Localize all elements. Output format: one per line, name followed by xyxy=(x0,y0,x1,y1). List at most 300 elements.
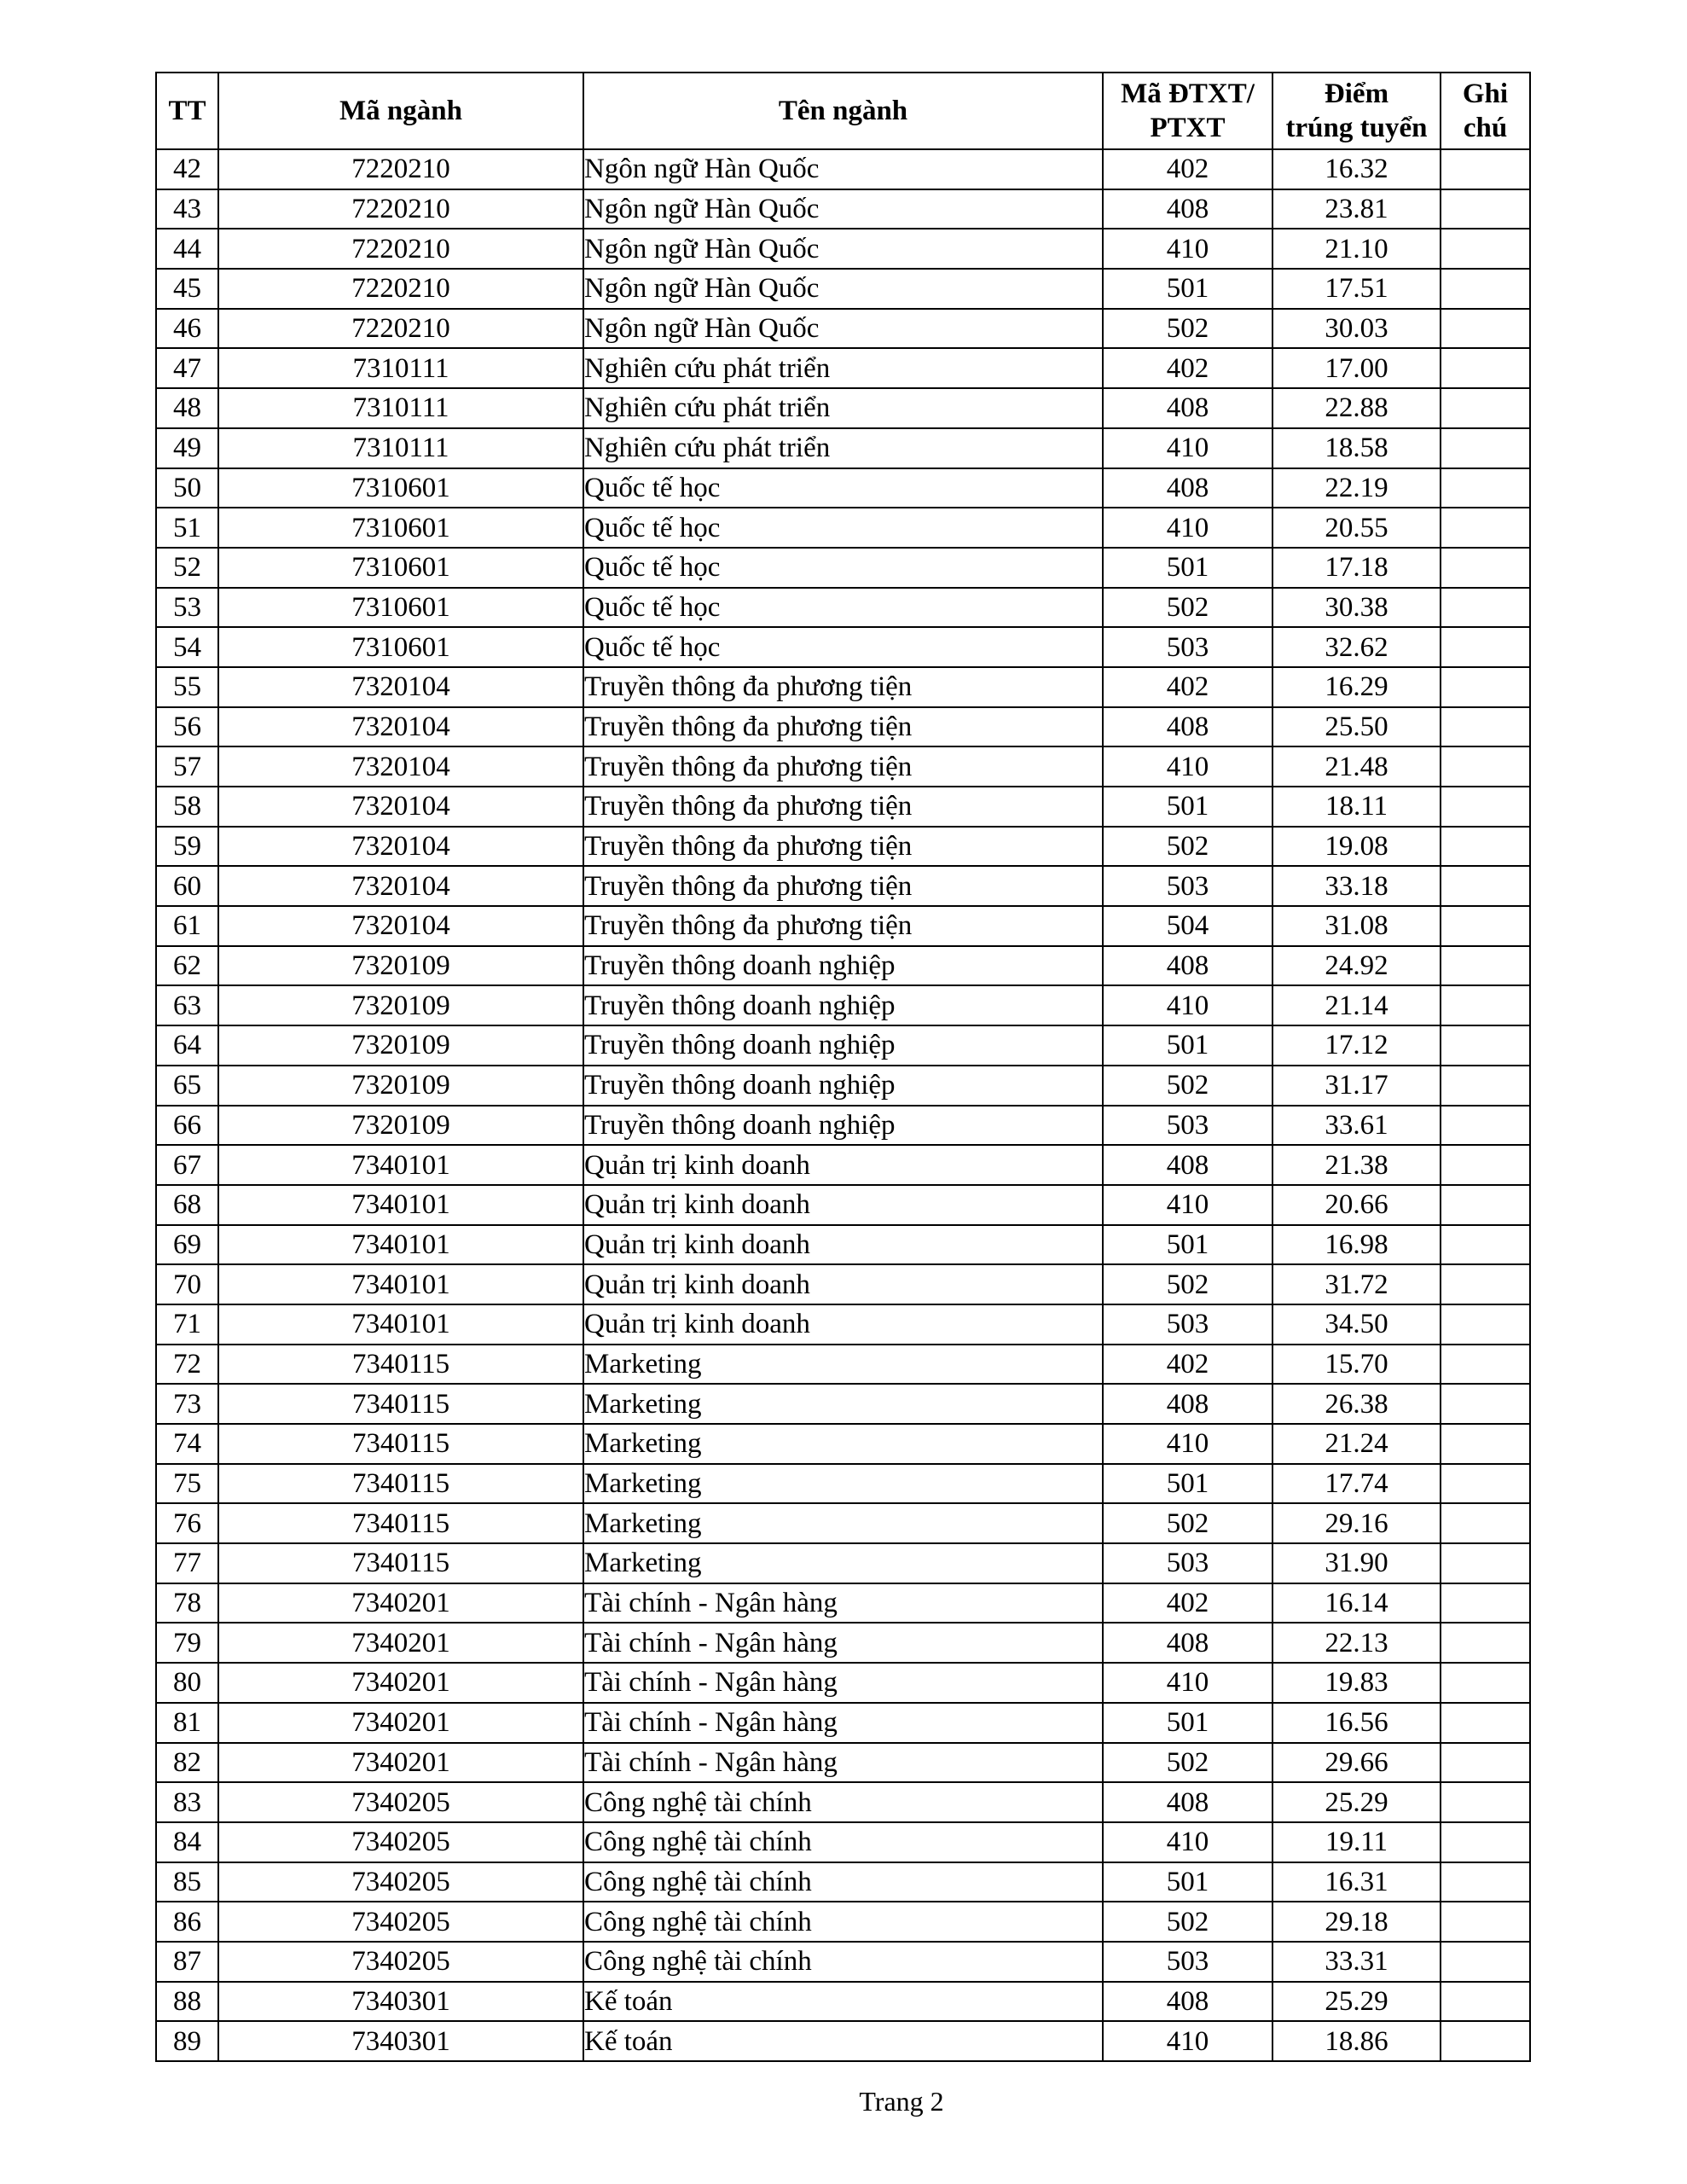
table-row xyxy=(156,1145,1530,1185)
cell-ghi-chu xyxy=(1441,1145,1530,1185)
cell-ghi-chu xyxy=(1441,1066,1530,1106)
cell-ghi-chu xyxy=(1441,707,1530,747)
cell-diem: 22.88 xyxy=(1272,388,1441,428)
table-row xyxy=(156,1623,1530,1663)
header-diem xyxy=(1272,73,1441,149)
cell-ghi-chu xyxy=(1441,946,1530,986)
cell-ma-nganh: 7340101 xyxy=(218,1304,583,1345)
cell-tt: 54 xyxy=(156,627,218,667)
table-row xyxy=(156,787,1530,827)
cell-ten-nganh: Nghiên cứu phát triển xyxy=(583,428,1103,468)
cell-ghi-chu xyxy=(1441,1942,1530,1982)
cell-ma-nganh: 7340101 xyxy=(218,1145,583,1185)
cell-ten-nganh: Kế toán xyxy=(583,1982,1103,2022)
table-row xyxy=(156,1663,1530,1703)
cell-ma-dtxt: 402 xyxy=(1103,1583,1272,1623)
cell-ma-dtxt: 408 xyxy=(1103,189,1272,229)
cell-ma-dtxt: 408 xyxy=(1103,1384,1272,1424)
table-row xyxy=(156,667,1530,707)
cell-ten-nganh: Quốc tế học xyxy=(583,588,1103,628)
table-body xyxy=(156,149,1530,2061)
cell-ghi-chu xyxy=(1441,1822,1530,1862)
cell-ma-nganh: 7340205 xyxy=(218,1902,583,1942)
table-row xyxy=(156,189,1530,229)
cell-tt: 49 xyxy=(156,428,218,468)
cell-tt: 45 xyxy=(156,269,218,309)
table-row xyxy=(156,1264,1530,1304)
cell-tt: 48 xyxy=(156,388,218,428)
header-diem-line1: Điểm xyxy=(1324,78,1389,109)
cell-ma-nganh: 7340205 xyxy=(218,1782,583,1822)
cell-diem: 19.08 xyxy=(1272,827,1441,867)
cell-ghi-chu xyxy=(1441,1225,1530,1265)
cell-ma-nganh: 7320104 xyxy=(218,827,583,867)
table-row xyxy=(156,1743,1530,1783)
cell-ghi-chu xyxy=(1441,348,1530,388)
cell-ten-nganh: Tài chính - Ngân hàng xyxy=(583,1663,1103,1703)
cell-ma-dtxt: 408 xyxy=(1103,1782,1272,1822)
cell-tt: 80 xyxy=(156,1663,218,1703)
cell-ghi-chu xyxy=(1441,1464,1530,1504)
cell-ghi-chu xyxy=(1441,667,1530,707)
cell-tt: 68 xyxy=(156,1185,218,1225)
cell-diem: 26.38 xyxy=(1272,1384,1441,1424)
cell-ghi-chu xyxy=(1441,588,1530,628)
cell-ma-nganh: 7340115 xyxy=(218,1464,583,1504)
cell-ghi-chu xyxy=(1441,1384,1530,1424)
cell-tt: 77 xyxy=(156,1543,218,1583)
table-row xyxy=(156,1982,1530,2022)
table-row xyxy=(156,1106,1530,1146)
header-ghi-chu xyxy=(1441,73,1530,149)
cell-ma-dtxt: 408 xyxy=(1103,388,1272,428)
table-row xyxy=(156,1424,1530,1464)
cell-ghi-chu xyxy=(1441,2021,1530,2061)
cell-diem: 32.62 xyxy=(1272,627,1441,667)
cell-diem: 16.14 xyxy=(1272,1583,1441,1623)
cell-ma-dtxt: 410 xyxy=(1103,1822,1272,1862)
cell-ma-nganh: 7320104 xyxy=(218,707,583,747)
cell-ten-nganh: Quản trị kinh doanh xyxy=(583,1304,1103,1345)
cell-ten-nganh: Marketing xyxy=(583,1464,1103,1504)
cell-ma-dtxt: 408 xyxy=(1103,468,1272,508)
cell-ma-nganh: 7340101 xyxy=(218,1225,583,1265)
cell-ten-nganh: Truyền thông doanh nghiệp xyxy=(583,1106,1103,1146)
header-diem-line2: trúng tuyển xyxy=(1285,113,1428,143)
cell-ma-dtxt: 503 xyxy=(1103,1106,1272,1146)
cell-ten-nganh: Quốc tế học xyxy=(583,508,1103,548)
table-row xyxy=(156,1185,1530,1225)
cell-ten-nganh: Truyền thông đa phương tiện xyxy=(583,707,1103,747)
cell-ghi-chu xyxy=(1441,508,1530,548)
cell-ma-dtxt: 502 xyxy=(1103,309,1272,349)
header-ghi-chu-line2: chú xyxy=(1463,113,1508,143)
cell-diem: 30.03 xyxy=(1272,309,1441,349)
cell-ma-dtxt: 501 xyxy=(1103,787,1272,827)
cell-tt: 88 xyxy=(156,1982,218,2022)
header-ten-nganh xyxy=(583,73,1103,149)
cell-ten-nganh: Quản trị kinh doanh xyxy=(583,1264,1103,1304)
cell-tt: 56 xyxy=(156,707,218,747)
cell-tt: 57 xyxy=(156,746,218,787)
cell-diem: 31.72 xyxy=(1272,1264,1441,1304)
cell-ma-nganh: 7340115 xyxy=(218,1503,583,1543)
admission-scores-table xyxy=(155,72,1531,2062)
cell-ma-nganh: 7320109 xyxy=(218,985,583,1025)
cell-tt: 69 xyxy=(156,1225,218,1265)
cell-ma-dtxt: 503 xyxy=(1103,1304,1272,1345)
header-ma-nganh xyxy=(218,73,583,149)
table-row xyxy=(156,906,1530,946)
cell-ghi-chu xyxy=(1441,985,1530,1025)
table-row xyxy=(156,1942,1530,1982)
table-row xyxy=(156,428,1530,468)
cell-tt: 50 xyxy=(156,468,218,508)
cell-ten-nganh: Truyền thông đa phương tiện xyxy=(583,667,1103,707)
cell-ma-dtxt: 402 xyxy=(1103,348,1272,388)
cell-tt: 64 xyxy=(156,1025,218,1066)
cell-ten-nganh: Ngôn ngữ Hàn Quốc xyxy=(583,309,1103,349)
cell-ma-dtxt: 408 xyxy=(1103,1145,1272,1185)
cell-ten-nganh: Truyền thông đa phương tiện xyxy=(583,906,1103,946)
cell-ma-dtxt: 408 xyxy=(1103,946,1272,986)
cell-ghi-chu xyxy=(1441,1583,1530,1623)
cell-diem: 31.17 xyxy=(1272,1066,1441,1106)
table-row xyxy=(156,468,1530,508)
header-tt xyxy=(156,73,218,149)
cell-tt: 44 xyxy=(156,229,218,269)
cell-diem: 16.56 xyxy=(1272,1703,1441,1743)
cell-diem: 17.12 xyxy=(1272,1025,1441,1066)
cell-ma-nganh: 7220210 xyxy=(218,149,583,189)
cell-tt: 51 xyxy=(156,508,218,548)
cell-ten-nganh: Truyền thông doanh nghiệp xyxy=(583,1066,1103,1106)
table-row xyxy=(156,1862,1530,1902)
cell-ghi-chu xyxy=(1441,1025,1530,1066)
cell-ma-nganh: 7340205 xyxy=(218,1822,583,1862)
table-row xyxy=(156,946,1530,986)
cell-ma-nganh: 7340115 xyxy=(218,1384,583,1424)
table-row xyxy=(156,348,1530,388)
cell-ten-nganh: Truyền thông đa phương tiện xyxy=(583,787,1103,827)
cell-ghi-chu xyxy=(1441,627,1530,667)
cell-ten-nganh: Nghiên cứu phát triển xyxy=(583,348,1103,388)
cell-ten-nganh: Ngôn ngữ Hàn Quốc xyxy=(583,149,1103,189)
cell-tt: 53 xyxy=(156,588,218,628)
table-row xyxy=(156,388,1530,428)
cell-ma-dtxt: 501 xyxy=(1103,1464,1272,1504)
cell-ma-dtxt: 502 xyxy=(1103,1743,1272,1783)
cell-ma-dtxt: 501 xyxy=(1103,1862,1272,1902)
cell-ghi-chu xyxy=(1441,1743,1530,1783)
cell-ma-nganh: 7340205 xyxy=(218,1942,583,1982)
cell-diem: 33.31 xyxy=(1272,1942,1441,1982)
cell-ten-nganh: Tài chính - Ngân hàng xyxy=(583,1583,1103,1623)
header-ten-nganh-label: Tên ngành xyxy=(778,96,908,126)
cell-ma-nganh: 7310601 xyxy=(218,588,583,628)
cell-ma-nganh: 7340101 xyxy=(218,1185,583,1225)
cell-ten-nganh: Quốc tế học xyxy=(583,548,1103,588)
cell-ma-dtxt: 501 xyxy=(1103,1025,1272,1066)
cell-ma-nganh: 7320104 xyxy=(218,746,583,787)
cell-ten-nganh: Tài chính - Ngân hàng xyxy=(583,1703,1103,1743)
cell-ghi-chu xyxy=(1441,428,1530,468)
cell-ma-dtxt: 408 xyxy=(1103,707,1272,747)
cell-ma-dtxt: 410 xyxy=(1103,985,1272,1025)
cell-ghi-chu xyxy=(1441,309,1530,349)
cell-ma-dtxt: 502 xyxy=(1103,588,1272,628)
cell-diem: 15.70 xyxy=(1272,1345,1441,1385)
cell-ghi-chu xyxy=(1441,149,1530,189)
cell-ma-dtxt: 501 xyxy=(1103,1703,1272,1743)
cell-diem: 33.61 xyxy=(1272,1106,1441,1146)
table-row xyxy=(156,985,1530,1025)
cell-diem: 25.29 xyxy=(1272,1782,1441,1822)
cell-ghi-chu xyxy=(1441,1304,1530,1345)
cell-ghi-chu xyxy=(1441,1862,1530,1902)
header-row xyxy=(156,73,1530,149)
cell-tt: 87 xyxy=(156,1942,218,1982)
cell-diem: 21.14 xyxy=(1272,985,1441,1025)
cell-ma-nganh: 7310111 xyxy=(218,428,583,468)
table-row xyxy=(156,746,1530,787)
table-row xyxy=(156,1304,1530,1345)
cell-diem: 31.08 xyxy=(1272,906,1441,946)
cell-ten-nganh: Công nghệ tài chính xyxy=(583,1782,1103,1822)
cell-diem: 16.29 xyxy=(1272,667,1441,707)
cell-diem: 25.29 xyxy=(1272,1982,1441,2022)
cell-diem: 19.11 xyxy=(1272,1822,1441,1862)
cell-diem: 23.81 xyxy=(1272,189,1441,229)
cell-tt: 46 xyxy=(156,309,218,349)
table-row xyxy=(156,1822,1530,1862)
cell-diem: 25.50 xyxy=(1272,707,1441,747)
header-ma-dtxt-line1: Mã ĐTXT/ xyxy=(1121,78,1255,109)
table-row xyxy=(156,1782,1530,1822)
table-row xyxy=(156,1225,1530,1265)
cell-ten-nganh: Ngôn ngữ Hàn Quốc xyxy=(583,269,1103,309)
cell-ma-nganh: 7340201 xyxy=(218,1703,583,1743)
cell-diem: 17.74 xyxy=(1272,1464,1441,1504)
cell-ma-nganh: 7220210 xyxy=(218,269,583,309)
cell-ma-nganh: 7340115 xyxy=(218,1424,583,1464)
page-number: Trang 2 xyxy=(859,2086,944,2117)
table-row xyxy=(156,269,1530,309)
cell-diem: 19.83 xyxy=(1272,1663,1441,1703)
header-ma-dtxt-line2: PTXT xyxy=(1150,113,1226,143)
cell-ma-dtxt: 408 xyxy=(1103,1982,1272,2022)
cell-ghi-chu xyxy=(1441,827,1530,867)
table-row xyxy=(156,707,1530,747)
table-row xyxy=(156,1384,1530,1424)
cell-diem: 21.24 xyxy=(1272,1424,1441,1464)
cell-ten-nganh: Công nghệ tài chính xyxy=(583,1942,1103,1982)
cell-diem: 21.10 xyxy=(1272,229,1441,269)
cell-tt: 78 xyxy=(156,1583,218,1623)
header-ma-nganh-label: Mã ngành xyxy=(339,96,462,126)
cell-ghi-chu xyxy=(1441,1663,1530,1703)
cell-diem: 34.50 xyxy=(1272,1304,1441,1345)
cell-ma-nganh: 7340115 xyxy=(218,1345,583,1385)
cell-ten-nganh: Truyền thông đa phương tiện xyxy=(583,746,1103,787)
cell-ten-nganh: Marketing xyxy=(583,1384,1103,1424)
cell-ma-dtxt: 502 xyxy=(1103,827,1272,867)
cell-tt: 58 xyxy=(156,787,218,827)
cell-ma-nganh: 7320104 xyxy=(218,787,583,827)
cell-ma-nganh: 7320104 xyxy=(218,906,583,946)
cell-tt: 67 xyxy=(156,1145,218,1185)
cell-ma-nganh: 7310111 xyxy=(218,388,583,428)
cell-diem: 18.58 xyxy=(1272,428,1441,468)
table-row xyxy=(156,2021,1530,2061)
cell-ma-dtxt: 503 xyxy=(1103,1543,1272,1583)
cell-ten-nganh: Marketing xyxy=(583,1345,1103,1385)
table-header xyxy=(156,73,1530,149)
cell-tt: 42 xyxy=(156,149,218,189)
cell-ten-nganh: Công nghệ tài chính xyxy=(583,1822,1103,1862)
cell-ten-nganh: Truyền thông đa phương tiện xyxy=(583,866,1103,906)
cell-ghi-chu xyxy=(1441,1503,1530,1543)
cell-diem: 22.13 xyxy=(1272,1623,1441,1663)
cell-ghi-chu xyxy=(1441,1264,1530,1304)
cell-ghi-chu xyxy=(1441,1703,1530,1743)
table-row xyxy=(156,149,1530,189)
table-row xyxy=(156,1464,1530,1504)
cell-ma-dtxt: 410 xyxy=(1103,428,1272,468)
cell-ma-nganh: 7320109 xyxy=(218,1066,583,1106)
cell-ma-dtxt: 408 xyxy=(1103,1623,1272,1663)
cell-diem: 16.32 xyxy=(1272,149,1441,189)
cell-tt: 63 xyxy=(156,985,218,1025)
cell-ma-dtxt: 501 xyxy=(1103,1225,1272,1265)
cell-ghi-chu xyxy=(1441,1902,1530,1942)
cell-ghi-chu xyxy=(1441,906,1530,946)
cell-ma-dtxt: 410 xyxy=(1103,229,1272,269)
cell-ghi-chu xyxy=(1441,269,1530,309)
cell-diem: 18.86 xyxy=(1272,2021,1441,2061)
cell-ma-nganh: 7340201 xyxy=(218,1743,583,1783)
cell-ma-dtxt: 502 xyxy=(1103,1264,1272,1304)
cell-ma-nganh: 7340115 xyxy=(218,1543,583,1583)
cell-tt: 75 xyxy=(156,1464,218,1504)
cell-ma-nganh: 7340201 xyxy=(218,1583,583,1623)
table-row xyxy=(156,827,1530,867)
cell-ma-nganh: 7220210 xyxy=(218,229,583,269)
cell-ma-nganh: 7320109 xyxy=(218,1025,583,1066)
cell-tt: 84 xyxy=(156,1822,218,1862)
cell-diem: 21.38 xyxy=(1272,1145,1441,1185)
cell-ma-nganh: 7310601 xyxy=(218,627,583,667)
cell-tt: 61 xyxy=(156,906,218,946)
cell-ten-nganh: Ngôn ngữ Hàn Quốc xyxy=(583,229,1103,269)
cell-ma-dtxt: 504 xyxy=(1103,906,1272,946)
table-row xyxy=(156,1902,1530,1942)
cell-tt: 55 xyxy=(156,667,218,707)
cell-ma-dtxt: 410 xyxy=(1103,1663,1272,1703)
cell-ghi-chu xyxy=(1441,229,1530,269)
cell-ma-nganh: 7220210 xyxy=(218,189,583,229)
cell-ma-dtxt: 410 xyxy=(1103,746,1272,787)
cell-diem: 20.66 xyxy=(1272,1185,1441,1225)
cell-ten-nganh: Quốc tế học xyxy=(583,627,1103,667)
cell-ghi-chu xyxy=(1441,189,1530,229)
cell-ghi-chu xyxy=(1441,1543,1530,1583)
table-row xyxy=(156,309,1530,349)
cell-ten-nganh: Tài chính - Ngân hàng xyxy=(583,1623,1103,1663)
table-row xyxy=(156,548,1530,588)
cell-diem: 33.18 xyxy=(1272,866,1441,906)
cell-ghi-chu xyxy=(1441,746,1530,787)
cell-ma-nganh: 7310601 xyxy=(218,548,583,588)
cell-ma-dtxt: 410 xyxy=(1103,1185,1272,1225)
cell-diem: 17.18 xyxy=(1272,548,1441,588)
table-row xyxy=(156,627,1530,667)
cell-diem: 29.16 xyxy=(1272,1503,1441,1543)
cell-ten-nganh: Quản trị kinh doanh xyxy=(583,1225,1103,1265)
cell-ghi-chu xyxy=(1441,1185,1530,1225)
cell-ten-nganh: Marketing xyxy=(583,1543,1103,1583)
cell-ma-dtxt: 410 xyxy=(1103,2021,1272,2061)
cell-ten-nganh: Truyền thông doanh nghiệp xyxy=(583,946,1103,986)
cell-tt: 66 xyxy=(156,1106,218,1146)
cell-ghi-chu xyxy=(1441,548,1530,588)
cell-ten-nganh: Tài chính - Ngân hàng xyxy=(583,1743,1103,1783)
cell-tt: 62 xyxy=(156,946,218,986)
cell-tt: 81 xyxy=(156,1703,218,1743)
cell-ten-nganh: Marketing xyxy=(583,1503,1103,1543)
cell-ma-dtxt: 501 xyxy=(1103,269,1272,309)
cell-tt: 85 xyxy=(156,1862,218,1902)
cell-ma-nganh: 7320104 xyxy=(218,866,583,906)
cell-ten-nganh: Nghiên cứu phát triển xyxy=(583,388,1103,428)
cell-ten-nganh: Quản trị kinh doanh xyxy=(583,1145,1103,1185)
cell-ma-nganh: 7320109 xyxy=(218,1106,583,1146)
cell-ten-nganh: Truyền thông doanh nghiệp xyxy=(583,985,1103,1025)
cell-diem: 31.90 xyxy=(1272,1543,1441,1583)
table-row xyxy=(156,1703,1530,1743)
cell-ma-dtxt: 503 xyxy=(1103,627,1272,667)
cell-ten-nganh: Quản trị kinh doanh xyxy=(583,1185,1103,1225)
cell-tt: 74 xyxy=(156,1424,218,1464)
cell-ma-nganh: 7340205 xyxy=(218,1862,583,1902)
cell-tt: 60 xyxy=(156,866,218,906)
cell-diem: 22.19 xyxy=(1272,468,1441,508)
cell-ten-nganh: Truyền thông doanh nghiệp xyxy=(583,1025,1103,1066)
table-row xyxy=(156,866,1530,906)
cell-ten-nganh: Kế toán xyxy=(583,2021,1103,2061)
cell-diem: 29.66 xyxy=(1272,1743,1441,1783)
cell-diem: 20.55 xyxy=(1272,508,1441,548)
cell-diem: 30.38 xyxy=(1272,588,1441,628)
cell-ma-dtxt: 402 xyxy=(1103,1345,1272,1385)
cell-ma-nganh: 7340101 xyxy=(218,1264,583,1304)
cell-diem: 21.48 xyxy=(1272,746,1441,787)
cell-diem: 16.98 xyxy=(1272,1225,1441,1265)
cell-ma-dtxt: 402 xyxy=(1103,149,1272,189)
cell-ghi-chu xyxy=(1441,1424,1530,1464)
table-row xyxy=(156,1345,1530,1385)
cell-ma-dtxt: 503 xyxy=(1103,1942,1272,1982)
cell-ma-nganh: 7310601 xyxy=(218,468,583,508)
cell-ghi-chu xyxy=(1441,388,1530,428)
cell-tt: 86 xyxy=(156,1902,218,1942)
cell-ma-dtxt: 502 xyxy=(1103,1902,1272,1942)
cell-ma-nganh: 7340301 xyxy=(218,1982,583,2022)
cell-diem: 17.00 xyxy=(1272,348,1441,388)
cell-ten-nganh: Quốc tế học xyxy=(583,468,1103,508)
header-ma-dtxt xyxy=(1103,73,1272,149)
cell-ghi-chu xyxy=(1441,1345,1530,1385)
